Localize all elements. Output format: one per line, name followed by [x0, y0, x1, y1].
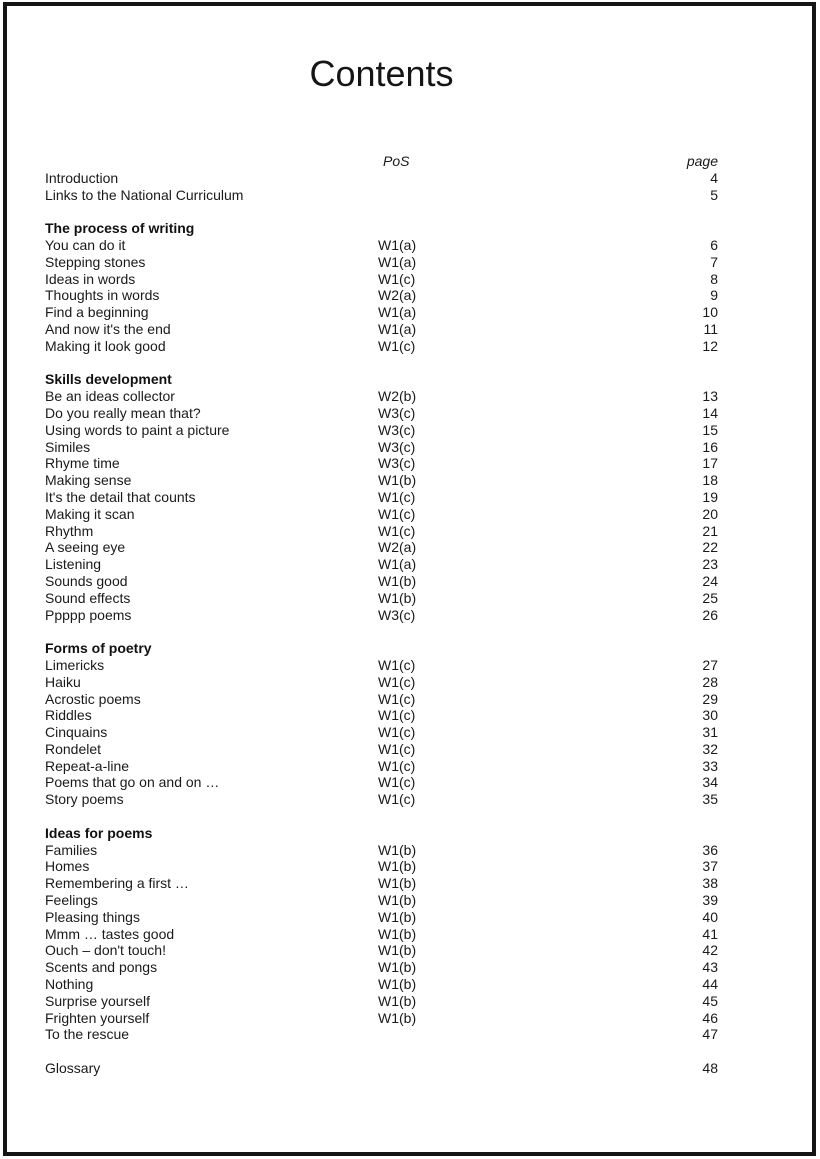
- toc-row: [45, 439, 718, 456]
- entry-pos: W1(c): [378, 707, 416, 724]
- toc-row: [45, 422, 718, 439]
- toc-section: [45, 640, 718, 808]
- entry-page: 47: [702, 1026, 718, 1043]
- toc-row: [45, 1060, 718, 1077]
- toc-row: [45, 237, 718, 254]
- toc-row: [45, 506, 718, 523]
- entry-title: Families: [45, 841, 98, 858]
- entry-page: 30: [702, 707, 718, 724]
- entry-pos: W1(b): [378, 992, 417, 1009]
- entry-page: 46: [702, 1009, 718, 1026]
- entry-title: Haiku: [45, 673, 81, 690]
- entry-title: Riddles: [45, 707, 92, 724]
- entry-page: 17: [702, 455, 718, 472]
- entry-page: 45: [702, 992, 718, 1009]
- toc-row: [45, 170, 718, 187]
- section-heading: Ideas for poems: [45, 824, 153, 841]
- entry-title: Acrostic poems: [45, 690, 141, 707]
- entry-pos: W1(c): [378, 673, 416, 690]
- entry-page: 34: [702, 774, 718, 791]
- toc-row: [45, 942, 718, 959]
- entry-title: Thoughts in words: [45, 287, 160, 304]
- entry-title: Making it look good: [45, 337, 166, 354]
- toc-row: [45, 607, 718, 624]
- entry-title: Making sense: [45, 472, 132, 489]
- entry-title: Sound effects: [45, 589, 131, 606]
- entry-title: Do you really mean that?: [45, 404, 201, 421]
- entry-pos: W1(b): [378, 1009, 417, 1026]
- toc-row: [45, 187, 718, 204]
- section-heading: Forms of poetry: [45, 640, 152, 657]
- entry-pos: W1(c): [378, 505, 416, 522]
- toc-row: [45, 892, 718, 909]
- toc-row: [45, 388, 718, 405]
- section-heading-row: [45, 825, 718, 842]
- entry-pos: W3(c): [378, 438, 416, 455]
- entry-page: 20: [702, 505, 718, 522]
- section-items: [45, 1060, 718, 1077]
- toc-row: [45, 926, 718, 943]
- entry-page: 21: [702, 522, 718, 539]
- entry-pos: W1(b): [378, 976, 417, 993]
- toc-row: [45, 993, 718, 1010]
- section-items: [45, 657, 718, 808]
- entry-page: 10: [702, 304, 718, 321]
- toc-row: [45, 556, 718, 573]
- toc-row: [45, 523, 718, 540]
- pos-column-header: PoS: [383, 153, 410, 169]
- toc-row: [45, 254, 718, 271]
- section-heading-row: [45, 640, 718, 657]
- entry-page: 24: [702, 572, 718, 589]
- entry-title: Feelings: [45, 892, 98, 909]
- entry-pos: W1(b): [378, 589, 417, 606]
- entry-title: Sounds good: [45, 572, 128, 589]
- section-heading-row: [45, 371, 718, 388]
- section-items: [45, 170, 718, 204]
- entry-title: Find a beginning: [45, 304, 149, 321]
- entry-title: Listening: [45, 556, 102, 573]
- entry-title: Frighten yourself: [45, 1009, 150, 1026]
- entry-page: 9: [710, 287, 718, 304]
- entry-page: 33: [702, 757, 718, 774]
- entry-page: 43: [702, 959, 718, 976]
- entry-page: 25: [702, 589, 718, 606]
- entry-title: Similes: [45, 438, 91, 455]
- entry-pos: W1(b): [378, 841, 417, 858]
- entry-page: 44: [702, 976, 718, 993]
- toc-row: [45, 909, 718, 926]
- section-heading: The process of writing: [45, 220, 195, 237]
- section-heading: Skills development: [45, 371, 172, 388]
- entry-pos: W1(b): [378, 959, 417, 976]
- entry-page: 48: [702, 1060, 718, 1077]
- entry-page: 22: [702, 539, 718, 556]
- entry-page: 39: [702, 892, 718, 909]
- entry-title: Pleasing things: [45, 908, 140, 925]
- section-items: [45, 237, 718, 355]
- entry-page: 37: [702, 858, 718, 875]
- entry-title: Scents and pongs: [45, 959, 158, 976]
- entry-page: 6: [710, 236, 718, 253]
- toc-row: [45, 976, 718, 993]
- toc-row: [45, 758, 718, 775]
- entry-page: 38: [702, 875, 718, 892]
- entry-page: 16: [702, 438, 718, 455]
- toc-row: [45, 724, 718, 741]
- entry-title: Ouch – don't touch!: [45, 942, 166, 959]
- entry-title: You can do it: [45, 236, 126, 253]
- entry-page: 35: [702, 791, 718, 808]
- toc-section: [45, 1060, 718, 1077]
- entry-pos: W1(a): [378, 253, 417, 270]
- toc-section: [45, 371, 718, 623]
- entry-pos: W2(b): [378, 388, 417, 405]
- toc-row: [45, 1010, 718, 1027]
- toc-row: [45, 455, 718, 472]
- entry-page: 4: [710, 169, 718, 186]
- entry-title: Poems that go on and on …: [45, 774, 220, 791]
- entry-pos: W1(b): [378, 472, 417, 489]
- entry-pos: W1(b): [378, 892, 417, 909]
- entry-title: To the rescue: [45, 1026, 130, 1043]
- entry-pos: W3(c): [378, 606, 416, 623]
- toc-row: [45, 657, 718, 674]
- entry-title: And now it's the end: [45, 320, 171, 337]
- toc-row: [45, 1026, 718, 1043]
- entry-title: Rhyme time: [45, 455, 120, 472]
- toc-row: [45, 741, 718, 758]
- toc-row: [45, 472, 718, 489]
- toc-column-headers: [45, 153, 718, 170]
- entry-page: 8: [710, 270, 718, 287]
- toc-row: [45, 858, 718, 875]
- toc-row: [45, 590, 718, 607]
- entry-page: 36: [702, 841, 718, 858]
- entry-title: Ideas in words: [45, 270, 136, 287]
- toc-row: [45, 573, 718, 590]
- entry-page: 19: [702, 488, 718, 505]
- entry-pos: W1(c): [378, 690, 416, 707]
- entry-pos: W1(c): [378, 270, 416, 287]
- entry-page: 28: [702, 673, 718, 690]
- toc-row: [45, 842, 718, 859]
- entry-title: Rhythm: [45, 522, 94, 539]
- entry-page: 23: [702, 556, 718, 573]
- section-items: [45, 842, 718, 1044]
- entry-pos: W1(b): [378, 942, 417, 959]
- toc-row: [45, 405, 718, 422]
- toc-row: [45, 489, 718, 506]
- entry-pos: W1(b): [378, 572, 417, 589]
- toc-section: [45, 170, 718, 204]
- entry-title: Surprise yourself: [45, 992, 151, 1009]
- entry-pos: W1(c): [378, 488, 416, 505]
- entry-page: 13: [702, 388, 718, 405]
- toc-row: [45, 674, 718, 691]
- entry-title: Story poems: [45, 791, 124, 808]
- entry-page: 11: [703, 320, 718, 337]
- entry-pos: W3(c): [378, 421, 416, 438]
- table-of-contents: [45, 153, 718, 1077]
- entry-title: A seeing eye: [45, 539, 126, 556]
- entry-title: Stepping stones: [45, 253, 146, 270]
- entry-page: 18: [702, 472, 718, 489]
- entry-pos: W1(c): [378, 656, 416, 673]
- entry-page: 15: [702, 421, 718, 438]
- toc-row: [45, 304, 718, 321]
- entry-title: Mmm … tastes good: [45, 925, 175, 942]
- page-title: Contents: [309, 53, 454, 94]
- toc-section: [45, 825, 718, 1043]
- entry-title: Rondelet: [45, 740, 102, 757]
- toc-row: [45, 774, 718, 791]
- entry-page: 7: [710, 253, 718, 270]
- entry-title: Links to the National Curriculum: [45, 186, 244, 203]
- entry-pos: W1(c): [378, 757, 416, 774]
- entry-page: 12: [702, 337, 718, 354]
- section-heading-row: [45, 220, 718, 237]
- entry-page: 31: [702, 724, 718, 741]
- toc-row: [45, 287, 718, 304]
- entry-pos: W1(a): [378, 556, 417, 573]
- entry-pos: W3(c): [378, 404, 416, 421]
- toc-row: [45, 271, 718, 288]
- entry-pos: W1(c): [378, 337, 416, 354]
- entry-pos: W1(a): [378, 320, 417, 337]
- entry-pos: W1(a): [378, 236, 417, 253]
- entry-pos: W2(a): [378, 287, 417, 304]
- entry-pos: W1(b): [378, 908, 417, 925]
- entry-pos: W1(b): [378, 858, 417, 875]
- toc-row: [45, 875, 718, 892]
- entry-pos: W1(c): [378, 774, 416, 791]
- page-column-header: page: [686, 153, 718, 169]
- entry-title: It's the detail that counts: [45, 488, 196, 505]
- entry-title: Ppppp poems: [45, 606, 132, 623]
- entry-page: 5: [710, 186, 718, 203]
- entry-title: Remembering a first …: [45, 875, 189, 892]
- entry-title: Making it scan: [45, 505, 135, 522]
- entry-title: Glossary: [45, 1060, 101, 1077]
- entry-title: Cinquains: [45, 724, 108, 741]
- toc-row: [45, 959, 718, 976]
- entry-page: 40: [702, 908, 718, 925]
- toc-row: [45, 791, 718, 808]
- page-content: [45, 53, 718, 1077]
- entry-title: Nothing: [45, 976, 94, 993]
- entry-pos: W3(c): [378, 455, 416, 472]
- entry-pos: W2(a): [378, 539, 417, 556]
- entry-page: 41: [702, 925, 718, 942]
- section-items: [45, 388, 718, 623]
- entry-pos: W1(b): [378, 925, 417, 942]
- toc-row: [45, 539, 718, 556]
- entry-page: 14: [702, 404, 718, 421]
- entry-pos: W1(c): [378, 791, 416, 808]
- entry-page: 26: [702, 606, 718, 623]
- toc-section: [45, 220, 718, 354]
- toc-row: [45, 691, 718, 708]
- entry-title: Limericks: [45, 656, 105, 673]
- entry-pos: W1(c): [378, 522, 416, 539]
- entry-title: Be an ideas collector: [45, 388, 175, 405]
- entry-page: 27: [702, 656, 718, 673]
- entry-title: Homes: [45, 858, 90, 875]
- entry-pos: W1(c): [378, 724, 416, 741]
- toc-sections: [45, 170, 718, 1077]
- entry-page: 42: [702, 942, 718, 959]
- entry-title: Repeat-a-line: [45, 757, 130, 774]
- toc-row: [45, 321, 718, 338]
- entry-title: Using words to paint a picture: [45, 421, 230, 438]
- entry-pos: W1(b): [378, 875, 417, 892]
- entry-pos: W1(a): [378, 304, 417, 321]
- toc-row: [45, 338, 718, 355]
- entry-title: Introduction: [45, 169, 119, 186]
- entry-page: 32: [702, 740, 718, 757]
- toc-row: [45, 707, 718, 724]
- entry-page: 29: [702, 690, 718, 707]
- entry-pos: W1(c): [378, 740, 416, 757]
